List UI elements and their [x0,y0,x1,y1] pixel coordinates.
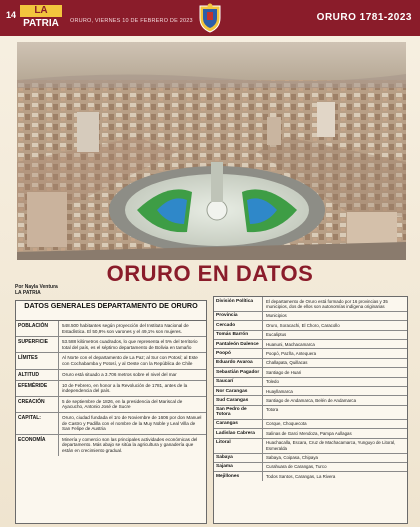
political-division-table [213,296,408,524]
row-value: Eucaliptus [266,332,287,338]
dateline: ORURO, VIERNES 10 DE FEBRERO DE 2023 [70,18,193,24]
row-label: Nor Carangas [214,387,263,395]
row-value: 5 de septiembre de 1826, en la presidencia del Mariscal de Ayacucho, Antonio José de Sucre [62,398,183,410]
table-row [16,321,206,337]
row-label: Sud Carangas [214,396,263,404]
table-row [214,463,407,472]
row-label: Eduardo Avaroa [214,359,263,367]
table-row [214,396,407,405]
logo-top: LA [20,5,62,17]
table-row [214,378,407,387]
general-data-table [15,300,207,524]
row-label: SUPERFICIE [16,337,59,352]
row-label: Sabaya [214,454,263,462]
table-row [16,397,206,413]
row-value: Santiago de Andamarca, Belén de Andamarca [266,397,357,403]
newspaper-logo [20,5,62,31]
table-row [214,359,407,368]
table-row [214,406,407,420]
general-data-title: DATOS GENERALES DEPARTAMENTO DE ORURO [16,301,206,321]
page-number: 14 [6,10,17,20]
row-label: EFEMÉRIDE [16,381,59,396]
row-value: El departamento de Oruro está formado por 16 provincias y 35 municipios, dos de ellos son autonomías indígena originarias [266,298,388,309]
row-label: POBLACIÓN [16,321,59,336]
city-aerial-photo [17,42,406,260]
row-value: Santiago de Huari [266,369,302,375]
row-value: Poopó, Pazña, Antequera [266,350,317,356]
row-value: Corque, Choquecota [266,421,307,427]
row-label: Sajama [214,463,263,471]
row-value: Huayllamarca [266,388,293,394]
row-label: Mejillones [214,472,263,480]
table-row [214,340,407,349]
row-value: 10 de Febrero, en honor a la Revolución de 1781, antes de la independencia del país. [62,382,188,394]
row-label: División Política [214,297,263,311]
general-data-rows [16,321,206,456]
row-value: 548.500 habitantes según proyección del Instituto Nacional de Estadística. El 50,9% son varones y el 49,1% son mujeres. [62,323,189,334]
row-label: Saucarí [214,378,263,386]
table-row [214,387,407,396]
table-row [16,353,206,369]
row-label: CAPITAL: [16,413,59,434]
page-header [0,0,420,36]
row-label: Cercado [214,321,263,329]
row-value: Municipios [266,313,287,319]
row-label: Carangas [214,420,263,428]
row-value: Todos Santos, Carangas, La Rivera [266,473,336,479]
section-label: ORURO 1781-2023 [316,12,412,23]
table-row [214,472,407,480]
table-row [214,321,407,330]
row-value: Totora [266,407,279,413]
table-row [214,349,407,358]
table-row [16,337,206,353]
byline [15,284,58,296]
row-label: ALTITUD [16,370,59,380]
table-row [214,420,407,429]
table-row [16,435,206,456]
table-row [214,439,407,454]
row-label: San Pedro de Totora [214,406,263,419]
row-label: ECONOMÍA [16,435,59,456]
row-label: Ladislao Cabrera [214,429,263,437]
oruro-crest-icon [196,2,224,34]
row-value: Challapata, Quillacas [266,360,308,366]
row-label: LÍMITES [16,353,59,368]
row-value: Huanuni, Machacamarca [266,341,315,347]
row-label: CREACIÓN [16,397,59,412]
author-name: Por Nayla Ventura [15,284,58,290]
political-division-rows [214,297,407,481]
table-row [214,297,407,312]
article-title: ORURO EN DATOS [106,261,314,286]
row-label: Pantaleón Dalence [214,340,263,348]
row-label: Poopó [214,349,263,357]
logo-bottom: PATRIA [23,18,59,29]
table-row [214,331,407,340]
table-row [214,429,407,438]
table-row [214,368,407,377]
row-value: Oruro, Soracachi, El Choro, Caracollo [266,322,340,328]
row-value: Oruro está situado a 3.706 metros sobre el nivel del mar [62,371,177,377]
row-label: Provincia [214,312,263,320]
row-value: Oruro, ciudad fundada el 1ro de Noviembre de 1606 por don Manuel de Castro y Padilla con el nombre de la Muy Noble y Leal Villa de San Felipe de Austria [62,414,202,432]
row-value: Minería y comercio son las principales actividades económicas del departamento. Más abajo se sitúa la agricultura y ganadería que están en crecimiento gradual. [62,436,198,453]
table-row [16,413,206,435]
row-value: Toledo [266,379,279,385]
table-row [16,381,206,397]
row-value: Al Norte con el departamento de La Paz; al Sur con Potosí; al Este con Cochabamba y Potosí, y al Oeste con la República de Chile [62,355,198,366]
row-label: Sebastián Pagador [214,368,263,376]
outlet-name: LA PATRIA [15,290,41,296]
row-label: Tomás Barrón [214,331,263,339]
row-value: Salinas de Garci Mendoza, Pampa Aullagas [266,430,352,436]
table-row [214,454,407,463]
row-value: 53.588 kilómetros cuadrados, lo que representa el 5% del territorio total del país, es el séptimo departamento de Bolivia en tamaño [62,339,198,350]
row-value: Huachacalla, Escara, Cruz de Machacamarca, Yunguyo de Litoral, Esmeralda [266,440,396,451]
row-label: Litoral [214,439,263,453]
table-row [214,312,407,321]
row-value: Curahuara de Carangas, Turco [266,464,327,470]
table-row [16,370,206,381]
row-value: Sabaya, Coipasa, Chipaya [266,455,318,460]
